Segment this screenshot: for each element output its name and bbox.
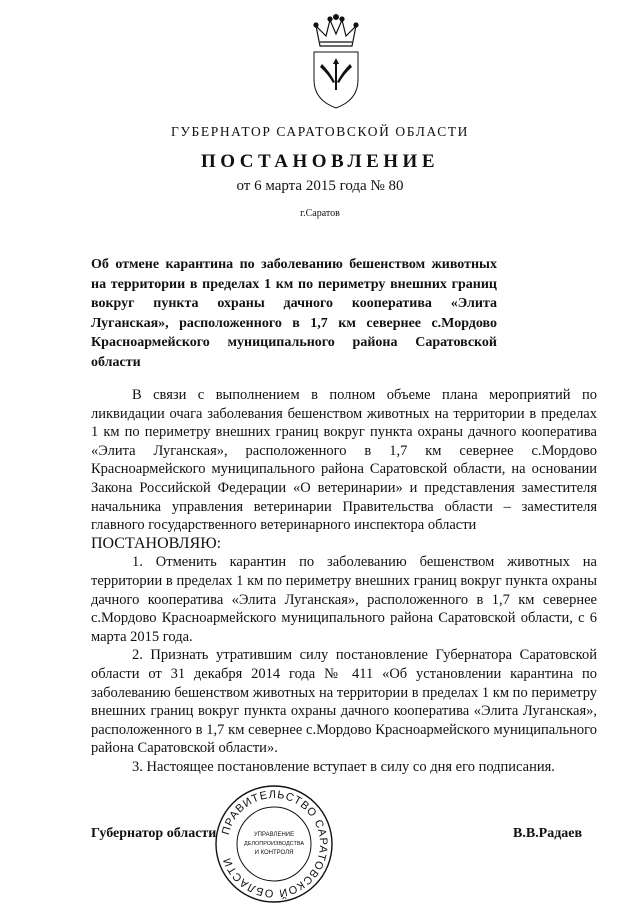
document-title: Об отмене карантина по заболеванию бешенством животных на территории в пределах 1 км по периметру внешних границ вокруг пункта охраны дачного кооператива «Элита Луганская», расположенного в 1,7 км севернее с.Мордово Красноармейского муниципального района Саратовской области	[91, 257, 497, 370]
official-stamp-icon	[213, 783, 335, 905]
decree-item: 2. Признать утратившим силу постановление Губернатора Саратовской области от 31 декабря 2014 года № 411 «Об установлении карантина по заболеванию бешенством животных на территории в пределах 1 км по периметру внешних границ вокруг пункта охраны дачного кооператива «Элита Луганская», расположенного в 1,7 км севернее с.Мордово Красноармейского муниципального района Саратовской области».	[91, 647, 597, 757]
decree-word: ПОСТАНОВЛЯЮ:	[91, 534, 222, 552]
stamp-center-line: И КОНТРОЛЯ	[254, 850, 294, 856]
document-city: г.Саратов	[300, 208, 340, 219]
decree-item: 3. Настоящее постановление вступает в силу со дня его подписания.	[132, 758, 555, 775]
signatory-name: В.В.Радаев	[513, 826, 583, 841]
document-date-number: от 6 марта 2015 года № 80	[236, 178, 404, 194]
issuing-authority: ГУБЕРНАТОР САРАТОВСКОЙ ОБЛАСТИ	[170, 124, 470, 139]
signatory-position: Губернатор области	[91, 826, 217, 841]
stamp-ring-text: ПРАВИТЕЛЬСТВО САРАТОВСКОЙ ОБЛАСТИ	[219, 788, 330, 900]
decree-item: 1. Отменить карантин по заболеванию бешенством животных на территории в пределах 1 км по периметру внешних границ вокруг пункта охраны дачного кооператива «Элита Луганская», расположенного в 1,7 км севернее с.Мордово Красноармейского муниципального района Саратовской области, с 6 марта 2015 года.	[91, 554, 597, 645]
coat-of-arms-icon	[306, 12, 366, 112]
stamp-center-line: УПРАВЛЕНИЕ	[253, 832, 295, 838]
stamp-center-line: ДЕЛОПРОИЗВОДСТВА	[243, 841, 305, 847]
document-type: ПОСТАНОВЛЕНИЕ	[200, 151, 440, 172]
preamble-paragraph: В связи с выполнением в полном объеме плана мероприятий по ликвидации очага заболевания бешенством животных на территории в пределах 1 км по периметру внешних границ вокруг пункта охраны дачного кооператива «Элита Луганская», расположенного в 1,7 км севернее с.Мордово Красноармейского муниципального района Саратовской области, на основании Закона Российской Федерации «О ветеринарии» и представления заместителя начальника управления ветеринарии Правительства области – заместителя главного государственного ветеринарного инспектора области	[91, 387, 597, 534]
document-body	[91, 386, 597, 776]
